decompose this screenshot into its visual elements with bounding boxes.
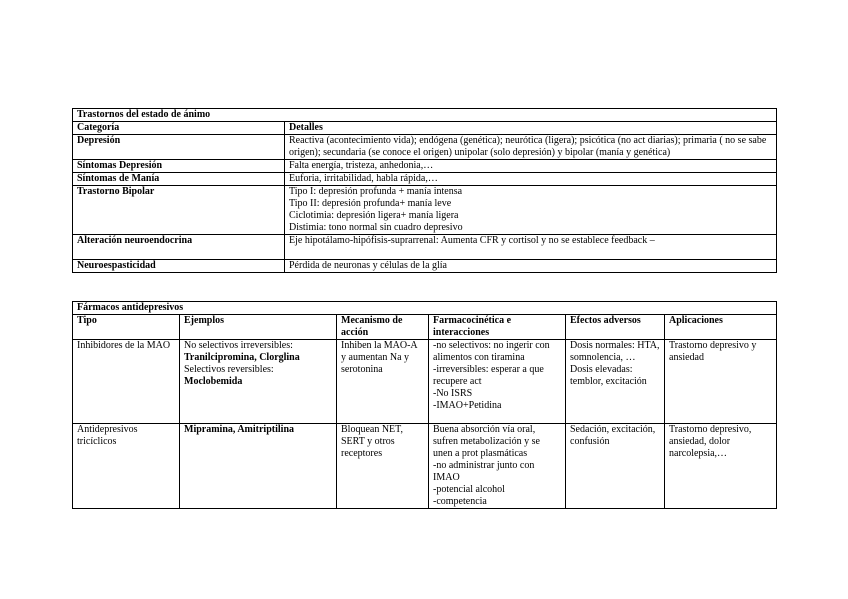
table-title-row (73, 302, 777, 315)
table-row (73, 260, 777, 273)
column-header: Detalles (285, 122, 777, 135)
ejemplo-line: Tranilcipromina, Clorglina (184, 352, 300, 363)
farmaco-line: Buena absorción vía oral, sufren metabolización y se unen a prot plasmáticas (433, 424, 540, 459)
mood-disorders-table (72, 108, 777, 273)
category-cell: Alteración neuroendocrina (73, 235, 285, 260)
efecto-line: Sedación, excitación, confusión (570, 424, 656, 447)
farmaco-line: -potencial alcohol (433, 484, 505, 495)
aplicaciones-cell: Trastorno depresivo y ansiedad (665, 340, 777, 424)
table-header-row (73, 315, 777, 340)
antidepressants-table (72, 301, 777, 509)
farmaco-line: -competencia (433, 496, 487, 507)
efectos-cell (566, 424, 665, 509)
detail-line: Tipo I: depresión profunda + manía intensa (289, 186, 463, 197)
table-row (73, 424, 777, 509)
mecanismo-cell: Bloquean NET, SERT y otros receptores (337, 424, 429, 509)
details-cell: Euforia, irritabilidad, habla rápida,… (285, 173, 777, 186)
table-row (73, 340, 777, 424)
detail-line: Distimia: tono normal sin cuadro depresivo (289, 222, 463, 233)
category-cell: Síntomas Depresión (73, 160, 285, 173)
ejemplos-cell (180, 340, 337, 424)
ejemplo-line: Selectivos reversibles: (184, 364, 274, 375)
table-title-row (73, 109, 777, 122)
aplicaciones-cell: Trastorno depresivo, ansiedad, dolor narcolepsia,… (665, 424, 777, 509)
farmaco-line: -no administrar junto con IMAO (433, 460, 535, 483)
farmaco-line: -IMAO+Petidina (433, 400, 502, 411)
farmacocinetica-cell (429, 340, 566, 424)
table-title: Trastornos del estado de ánimo (73, 109, 777, 122)
column-header: Aplicaciones (665, 315, 777, 340)
column-header: Farmacocinética e interacciones (429, 315, 566, 340)
column-header: Efectos adversos (566, 315, 665, 340)
table-header-row (73, 122, 777, 135)
farmaco-line: -irreversibles: esperar a que recupere act (433, 364, 544, 387)
category-cell: Trastorno Bipolar (73, 186, 285, 235)
table-row (73, 186, 777, 235)
table-title: Fármacos antidepresivos (73, 302, 777, 315)
column-header: Ejemplos (180, 315, 337, 340)
farmacocinetica-cell (429, 424, 566, 509)
details-cell: Pérdida de neuronas y células de la glía (285, 260, 777, 273)
farmaco-line: -no selectivos: no ingerir con alimentos con tiramina (433, 340, 550, 363)
ejemplo-line: Mipramina, Amitriptilina (184, 424, 294, 435)
table-row (73, 135, 777, 160)
efectos-cell (566, 340, 665, 424)
ejemplo-line: No selectivos irreversibles: (184, 340, 293, 351)
column-header: Categoría (73, 122, 285, 135)
efecto-line: Dosis elevadas: temblor, excitación (570, 364, 647, 387)
detail-line: Ciclotimia: depresión ligera+ manía ligera (289, 210, 459, 221)
table-row (73, 160, 777, 173)
column-header: Mecanismo de acción (337, 315, 429, 340)
details-cell: Eje hipotálamo-hipófisis-suprarrenal: Aumenta CFR y cortisol y no se establece feedback – (285, 235, 777, 260)
table-row (73, 173, 777, 186)
farmaco-line: -No ISRS (433, 388, 473, 399)
detail-line: Tipo II: depresión profunda+ manía leve (289, 198, 452, 209)
details-cell: Reactiva (acontecimiento vida); endógena (genética); neurótica (ligera); psicótica (no act diarias); primaria ( no se sabe origen); secundaria (se conoce el origen) unipolar (solo depresión) y bipolar (manía y genética) (285, 135, 777, 160)
table-row (73, 235, 777, 260)
efecto-line: Dosis normales: HTA, somnolencia, … (570, 340, 660, 363)
tipo-cell: Antidepresivos tricíclicos (73, 424, 180, 509)
column-header: Tipo (73, 315, 180, 340)
ejemplos-cell (180, 424, 337, 509)
category-cell: Síntomas de Manía (73, 173, 285, 186)
ejemplo-line: Moclobemida (184, 376, 243, 387)
details-cell (285, 186, 777, 235)
category-cell: Depresión (73, 135, 285, 160)
category-cell: Neuroespasticidad (73, 260, 285, 273)
details-cell: Falta energía, tristeza, anhedonia,… (285, 160, 777, 173)
mecanismo-cell: Inhiben la MAO-A y aumentan Na y serotonina (337, 340, 429, 424)
tipo-cell: Inhibidores de la MAO (73, 340, 180, 424)
